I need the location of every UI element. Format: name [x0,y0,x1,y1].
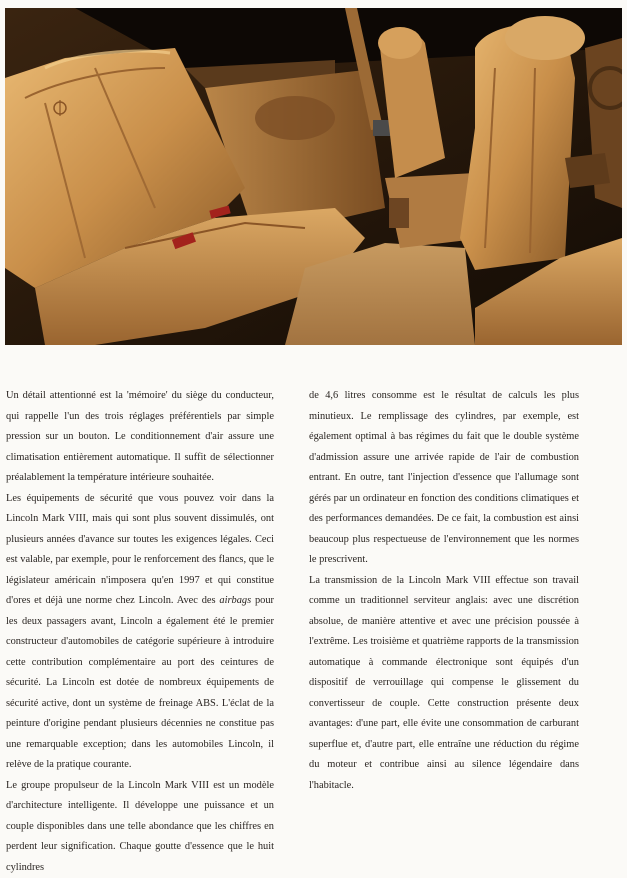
safety-text-part-1: Les équipements de sécurité que vous pouvez voir dans la Lincoln Mark VIII, mais qui sont plus souvent dissimulés, ont plusieurs années d'avance sur toutes les exigences légales. Ceci est valable, par exemple, pour le renforcement des flancs, que le législateur américain n'imposera qu'en 1997 et qui constitue d'ores et déjà une norme chez Lincoln. Avec des [6,493,274,607]
car-interior-illustration [5,8,622,345]
right-text-column [309,386,579,796]
paragraph-powertrain: Le groupe propulseur de la Lincoln Mark VIII est un modèle d'architecture intelligente. Il développe une puissance et un couple disponibles dans une telle abondance que les chiffres en perdent leur signification. Chaque goutte d'essence que le huit cylindres [6,776,274,878]
paragraph-safety-equipment [6,489,274,776]
airbags-emphasis: airbags [219,595,251,606]
interior-photo [5,8,622,345]
safety-text-part-2: pour les deux passagers avant, Lincoln a également été le premier constructeur d'automobiles de catégorie supérieure à introduire cette contribution complémentaire au port des ceintures de sécurité. La Lincoln est dotée de nombreux équipements de sécurité active, dont un système de freinage ABS. L'éclat de la peinture d'origine pendant plusieurs décennies ne constitue pas une remarquable exception; dans les automobiles Lincoln, il relève de la pratique courante. [6,595,274,770]
left-text-column [6,386,274,878]
paragraph-transmission: La transmission de la Lincoln Mark VIII effectue son travail comme un traditionnel serviteur anglais: avec une discrétion absolue, de manière attentive et avec une précision poussée à l'extrême. Les troisième et quatrième rapports de la transmission automatique à commande électronique sont équipés d'un dispositif de verrouillage qui compense le glissement du convertisseur de couple. Cette construction présente deux avantages: d'une part, elle évite une consommation de carburant superflue et, d'autre part, elle entraîne une réduction du régime du moteur et contribue ainsi au silence légendaire dans l'habitacle. [309,571,579,797]
paragraph-engine-continued: de 4,6 litres consomme est le résultat de calculs les plus minutieux. Le remplissage des cylindres, par exemple, est également optimal à bas régimes du fait que le double système d'admission assure une arrivée rapide de l'air de combustion entrant. En outre, tant l'injection d'essence que l'allumage sont gérés par un ordinateur en fonction des conditions climatiques et des performances demandées. De ce fait, la combustion est ainsi beaucoup plus respectueuse de l'environnement que les normes le prescrivent. [309,386,579,571]
paragraph-driver-seat-memory: Un détail attentionné est la 'mémoire' du siège du conducteur, qui rappelle l'un des trois réglages préférentiels par simple pression sur un bouton. Le conditionnement d'air assure une climatisation entièrement automatique. Il suffit de sélectionner préalablement la température intérieure souhaitée. [6,386,274,489]
